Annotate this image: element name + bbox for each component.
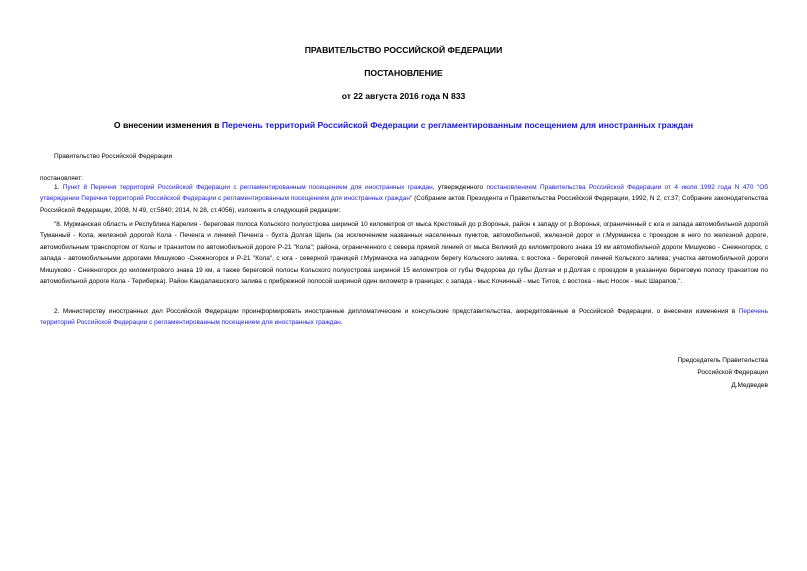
- government-heading: ПРАВИТЕЛЬСТВО РОССИЙСКОЙ ФЕДЕРАЦИИ: [304, 45, 503, 55]
- document-type-heading: ПОСТАНОВЛЕНИЕ: [364, 68, 443, 78]
- p1-text-1: , утвержденного: [432, 184, 487, 191]
- document-title: [0, 120, 807, 131]
- resolves-line: постановляет:: [40, 175, 83, 182]
- p3-text: 2. Министерству иностранных дел Российской Федерации проинформировать иностранные дипломатические и консульские представительства, аккредитованные в Российской Федерации, о внесении изменения в: [54, 308, 739, 315]
- p1-resolution-link[interactable]: постановлением Правительства Российской Федерации от 4 июля 1992 года N 470 "Об утверждении Перечня территорий Российской Федерации с регламентированным посещением для иностранных граждан": [40, 184, 768, 203]
- signature-organization: Российской Федерации: [697, 369, 768, 377]
- date-number-heading: от 22 августа 2016 года N 833: [341, 91, 466, 101]
- p1-number: 1.: [54, 184, 63, 191]
- signature-position: Председатель Правительства: [677, 357, 768, 364]
- paragraph-1: [40, 182, 768, 216]
- paragraph-2: [40, 306, 768, 329]
- paragraph-quoted-item-8: "8. Мурманская область и Республика Карелия - береговая полоса Кольского полуострова шириной 10 километров от мыса Крестовый до р.Воронья, район к западу от р.Воронья, ограниченный с юга и запада автомобильной дорогой Туманный - Кола, железной дорогой Кола - Печенга и линией Печенга - бухта Долгая Щель (за исключением названных населенных пунктов, автомобильной, железной дорог и г.Мурманска с проездом в него по железной дороге, автомобильным транспортом от Колы и транзитом по автомобильной дороге Р-21 "Кола"; района, ограниченного с севера прямой линией от мыса Великий до километрового знака 19 км автомобильной дороги Мишуково - Снежногорск, с запада - автомобильными дорогами Мишуково -Снежногорск и Р-21 "Кола", с юга - северной границей г.Мурманска на западном берегу Кольского залива, с востока - береговой линией Кольского залива; участка автомобильной дороги Мишуково - Снежногорск до километрового знака 19 км, а также береговой полосы Кольского полуострова шириной 15 километров от губы Федорова до губы Долгая и р.Долгая с проездом в указанную береговую полосу транзитом по автомобильной дороге Кола - Териберка). Район Кандалакшского залива с прибрежной полосой шириной один километр в границах: с запада - мыс Кочинный - мыс Титов, с востока - мыс Носок - мыс Шарапов.".: [40, 221, 768, 286]
- title-prefix: О внесении изменения в: [113, 120, 222, 130]
- p3-end: .: [340, 319, 343, 327]
- p1-text-2: (Собрание актов Президента и Правительства Российской Федерации, 1992, N 2, ст.37; Собрание законодательства Российской Федерации, 2008, N 49, ст.5840; 2014, N 28, ст.4056), изложить в следующей редакции:: [40, 195, 768, 214]
- p3-list-link[interactable]: Перечень территорий Российской Федерации с регламентированным посещением для иностранных граждан: [40, 308, 768, 327]
- signature-name: Д.Медведев: [731, 381, 768, 389]
- p1-item-link[interactable]: Пункт 8 Перечня территорий Российской Федерации с регламентированным посещением для иностранных граждан: [62, 184, 433, 191]
- title-link[interactable]: Перечень территорий Российской Федерации с регламентированным посещением для иностранных граждан: [221, 120, 694, 130]
- signature-block: [468, 355, 768, 392]
- government-line: Правительство Российской Федерации: [54, 153, 173, 160]
